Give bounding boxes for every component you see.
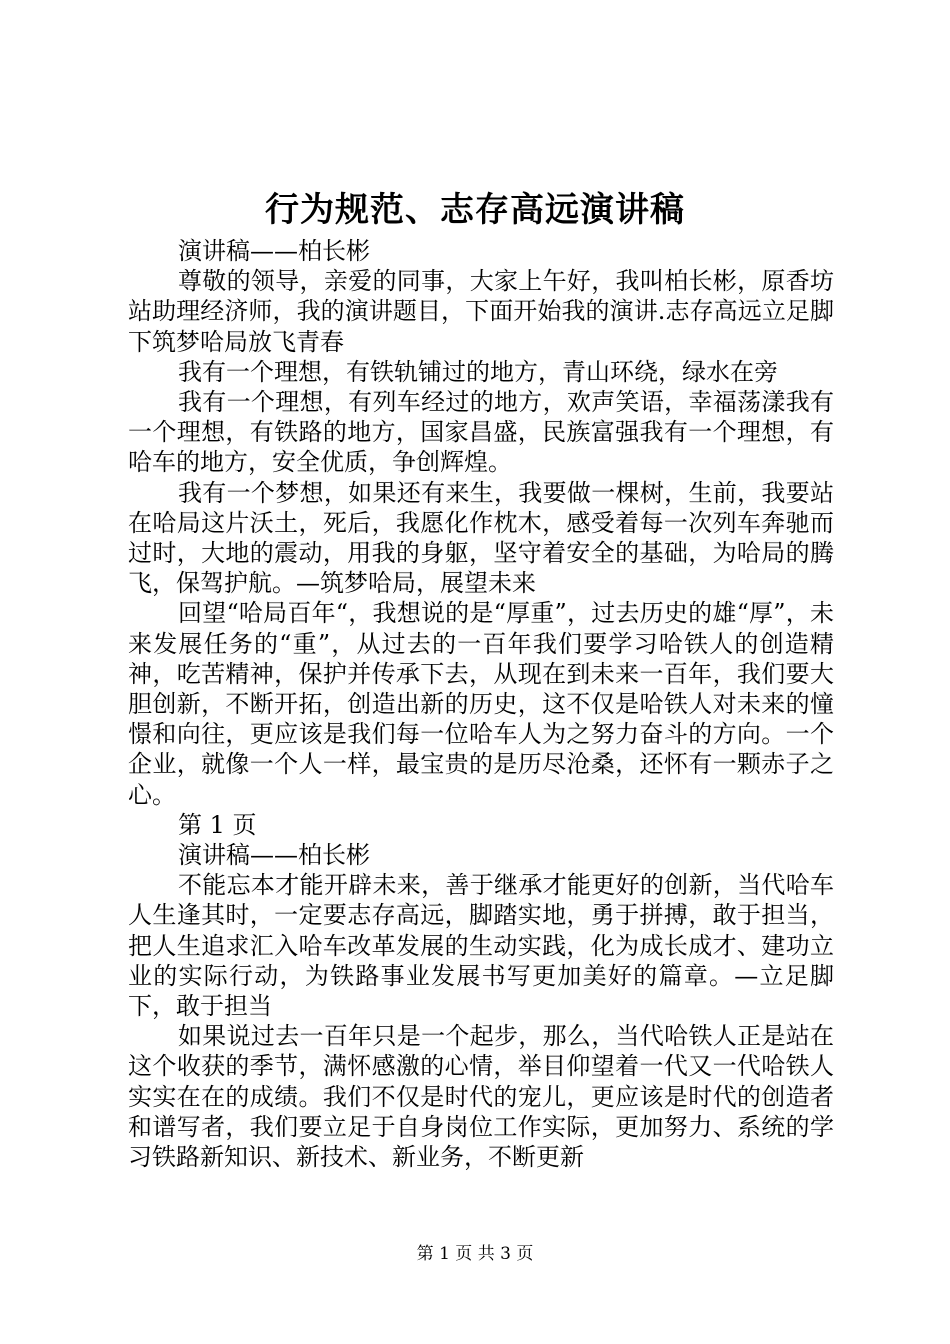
paragraph-future: 如果说过去一百年只是一个起步，那么，当代哈铁人正是站在这个收获的季节，满怀感激的心情，举目仰望着一代又一代哈铁人实实在在的成绩。我们不仅是时代的宠儿，更应该是时代的创造者和谱写者，我们要立足于自身岗位工作实际，更加努力、系统的学习铁路新知识、新技术、新业务，不断更新 <box>128 1022 834 1172</box>
author-line-repeat: 演讲稿——柏长彬 <box>178 841 370 870</box>
author-line: 演讲稿——柏长彬 <box>178 237 370 265</box>
paragraph-innovation: 不能忘本才能开辟未来，善于继承才能更好的创新，当代哈车人生逢其时，一定要志存高远，脚踏实地，勇于拼搏，敢于担当，把人生追求汇入哈车改革发展的生动实践，化为成长成才、建功立业的实际行动，为铁路事业发展书写更加美好的篇章。—立足脚下，敢于担当 <box>128 871 834 1021</box>
paragraph-review: 回望“哈局百年“，我想说的是“厚重”，过去历史的雄“厚”，未来发展任务的“重”，从过去的一百年我们要学习哈铁人的创造精神，吃苦精神，保护并传承下去，从现在到未来一百年，我们要大胆创新，不断开拓，创造出新的历史，这不仅是哈铁人对未来的憧憬和向往，更应该是我们每一位哈车人为之努力奋斗的方向。一个企业，就像一个人一样，最宝贵的是历尽沧桑，还怀有一颗赤子之心。 <box>128 599 834 809</box>
paragraph-greeting: 尊敬的领导，亲爱的同事，大家上午好，我叫柏长彬，原香坊站助理经济师，我的演讲题目，下面开始我的演讲.志存高远立足脚下筑梦哈局放飞青春 <box>128 267 834 356</box>
page-footer: 第 1 页 共 3 页 <box>416 1244 534 1264</box>
document-body <box>128 236 834 1172</box>
document-title: 行为规范、志存高远演讲稿 <box>265 190 685 230</box>
paragraph-ideal-2: 我有一个理想，有列车经过的地方，欢声笑语，幸福荡漾我有一个理想，有铁路的地方，国家昌盛，民族富强我有一个理想，有哈车的地方，安全优质，争创辉煌。 <box>128 388 834 477</box>
inline-page-marker: 第 1 页 <box>178 810 257 839</box>
paragraph-ideal-1: 我有一个理想，有铁轨铺过的地方，青山环绕，绿水在旁 <box>178 357 778 386</box>
paragraph-dream: 我有一个梦想，如果还有来生，我要做一棵树，生前，我要站在哈局这片沃土，死后，我愿化作枕木，感受着每一次列车奔驰而过时，大地的震动，用我的身躯，坚守着安全的基础，为哈局的腾飞，保驾护航。—筑梦哈局，展望未来 <box>128 478 834 598</box>
